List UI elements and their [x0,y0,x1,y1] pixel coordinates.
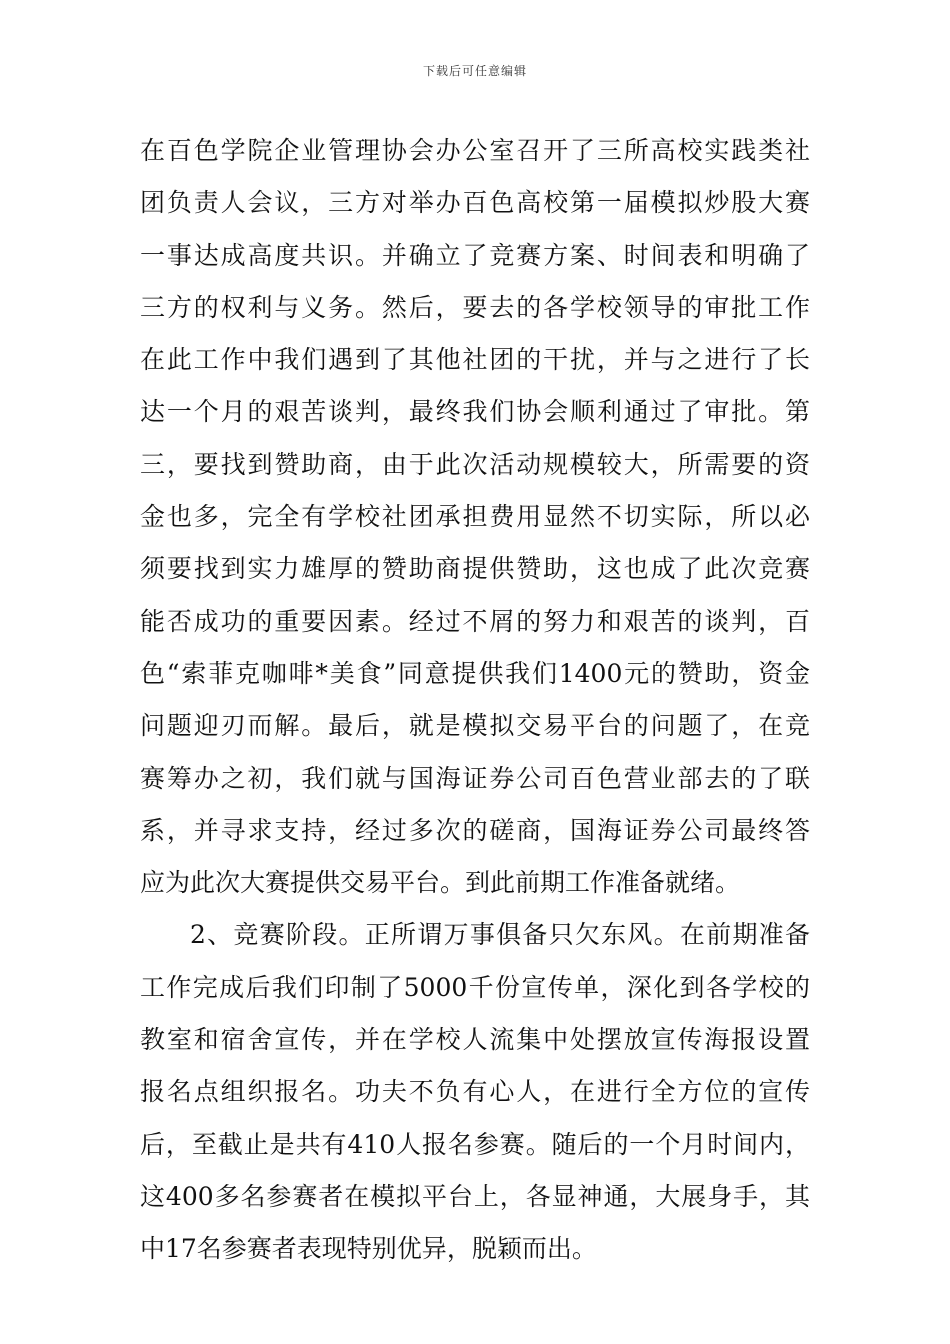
text-line: 能否成功的重要因素。经过不屑的努力和艰苦的谈判，百 [140,606,810,636]
text-line: 问题迎刃而解。最后，就是模拟交易平台的问题了，在竞 [140,711,810,741]
text-line: 一事达成高度共识。并确立了竞赛方案、时间表和明确了 [140,240,810,270]
text-line: 报名点组织报名。功夫不负有心人，在进行全方位的宣传 [140,1077,810,1107]
text-line: 须要找到实力雄厚的赞助商提供赞助，这也成了此次竞赛 [140,554,810,584]
text-line: 系，并寻求支持，经过多次的磋商，国海证券公司最终答 [140,815,810,845]
text-line: 这400多名参赛者在模拟平台上，各显神通，大展身手，其 [140,1181,810,1211]
text-line: 教室和宿舍宣传，并在学校人流集中处摆放宣传海报设置 [140,1025,810,1055]
text-line: 赛筹办之初，我们就与国海证券公司百色营业部去的了联 [140,763,810,793]
text-line: 三，要找到赞助商，由于此次活动规模较大，所需要的资 [140,449,810,479]
text-line: 后，至截止是共有410人报名参赛。随后的一个月时间内， [140,1129,810,1159]
text-line: 在此工作中我们遇到了其他社团的干扰，并与之进行了长 [140,345,810,375]
text-line: 2、竞赛阶段。正所谓万事俱备只欠东风。在前期准备 [190,920,810,950]
text-line: 三方的权利与义务。然后，要去的各学校领导的审批工作 [140,292,810,322]
page-header: 下载后可任意编辑 [422,64,527,78]
text-line: 中17名参赛者表现特别优异，脱颖而出。 [140,1234,597,1264]
paragraph-2 [140,909,810,1275]
document-body [140,125,810,1276]
text-line: 工作完成后我们印制了5000千份宣传单，深化到各学校的 [140,972,810,1002]
text-line: 在百色学院企业管理协会办公室召开了三所高校实践类社 [140,136,810,165]
text-line: 色“索菲克咖啡*美食”同意提供我们1400元的赞助，资金 [140,658,810,688]
text-line: 金也多，完全有学校社团承担费用显然不切实际，所以必 [140,502,810,532]
paragraph-1 [140,125,810,909]
text-line: 团负责人会议，三方对举办百色高校第一届模拟炒股大赛 [140,188,810,218]
text-line: 达一个月的艰苦谈判，最终我们协会顺利通过了审批。第 [140,397,810,427]
text-line: 应为此次大赛提供交易平台。到此前期工作准备就绪。 [140,868,741,898]
